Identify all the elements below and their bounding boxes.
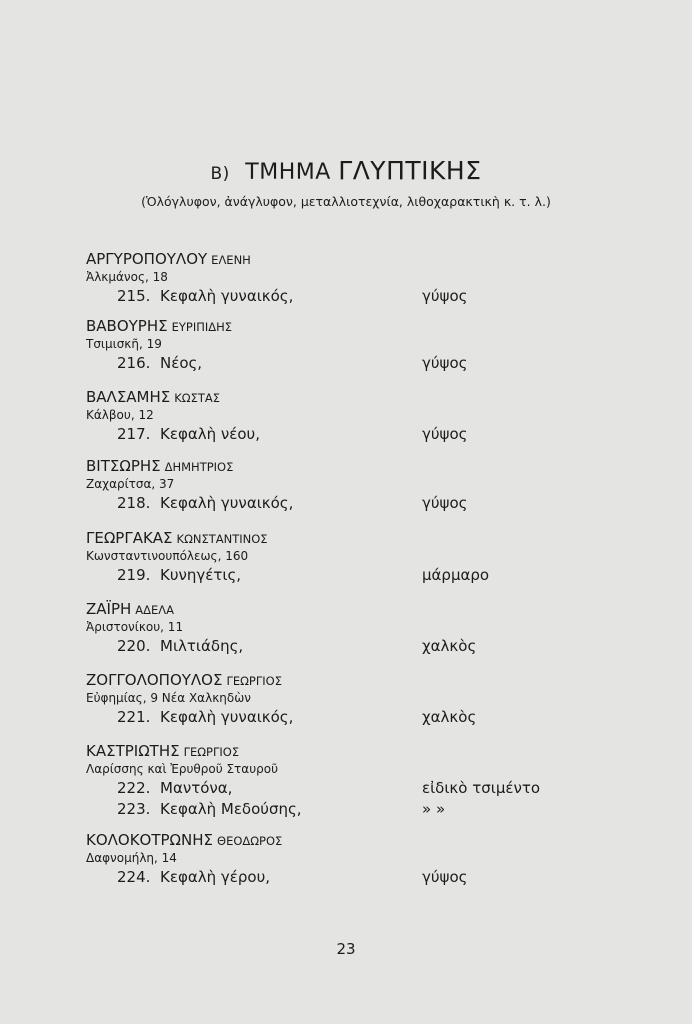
artwork-material: γύψος (422, 354, 468, 372)
artist-address: Λαρίσσης καὶ Ἐρυθροῦ Σταυροῦ (86, 762, 279, 776)
artist-firstname: ΕΥΡΙΠΙΔΗΣ (171, 320, 233, 334)
artwork-number: 217. (117, 425, 151, 443)
artist-entry (86, 831, 606, 888)
artist-surname: ΑΡΓΥΡΟΠΟΥΛΟΥ (86, 250, 208, 268)
artist-address: Ἀριστονίκου, 11 (86, 620, 184, 634)
artwork-title: Κεφαλὴ γυναικός, (160, 708, 294, 726)
artwork-number: 218. (117, 494, 151, 512)
artist-entry (86, 600, 606, 657)
artwork-material: μάρμαρο (422, 566, 490, 584)
artist-firstname: ΚΩΝΣΤΑΝΤΙΝΟΣ (176, 532, 268, 546)
artist-surname: ΚΑΣΤΡΙΩΤΗΣ (86, 742, 180, 760)
section-subtitle: (Ὁλόγλυφον, ἀνάγλυφον, μεταλλιοτεχνία, λιθοχαρακτικὴ κ. τ. λ.) (141, 194, 551, 209)
artist-address: Κωνσταντινουπόλεως, 160 (86, 549, 249, 563)
section-letter: Β) (210, 164, 230, 184)
artist-firstname: ΚΩΣΤΑΣ (174, 391, 221, 405)
section-title-big: ΓΛΥΠΤΙΚΗΣ (338, 156, 482, 185)
artist-name (86, 671, 606, 690)
artist-firstname: ΓΕΩΡΓΙΟΣ (226, 674, 282, 688)
artist-surname: ΒΑΛΣΑΜΗΣ (86, 388, 171, 406)
artwork-number: 224. (117, 868, 151, 886)
artist-address: Τσιμισκῆ, 19 (86, 337, 162, 351)
artist-surname: ΒΑΒΟΥΡΗΣ (86, 317, 168, 335)
artwork-row (86, 707, 606, 728)
artist-name (86, 831, 606, 850)
artwork-row (86, 778, 606, 799)
artist-surname: ΓΕΩΡΓΑΚΑΣ (86, 529, 173, 547)
artist-name (86, 529, 606, 548)
artwork-title: Κεφαλὴ γυναικός, (160, 494, 294, 512)
artist-entry (86, 457, 606, 514)
artist-address: Εὐφημίας, 9 Νέα Χαλκηδὼν (86, 691, 251, 705)
artist-address: Ζαχαρίτσα, 37 (86, 477, 175, 491)
artwork-row (86, 424, 606, 445)
artist-firstname: ΔΗΜΗΤΡΙΟΣ (164, 460, 234, 474)
artwork-material: γύψος (422, 868, 468, 886)
artwork-material: γύψος (422, 494, 468, 512)
artwork-row (86, 493, 606, 514)
artwork-title: Μιλτιάδης, (160, 637, 244, 655)
artist-name (86, 742, 606, 761)
artist-address: Δαφνομήλη, 14 (86, 851, 177, 865)
artist-entry (86, 529, 606, 586)
artwork-number: 223. (117, 800, 151, 818)
artist-entry (86, 388, 606, 445)
artwork-material: » » (422, 800, 446, 818)
artwork-number: 220. (117, 637, 151, 655)
artwork-material: γύψος (422, 287, 468, 305)
artist-entry (86, 317, 606, 374)
artwork-title: Κεφαλὴ νέου, (160, 425, 260, 443)
artist-entry (86, 671, 606, 728)
artist-surname: ΒΙΤΣΩΡΗΣ (86, 457, 161, 475)
artist-surname: ΖΟΓΓΟΛΟΠΟΥΛΟΣ (86, 671, 223, 689)
artist-name (86, 600, 606, 619)
artist-firstname: ΕΛΕΝΗ (211, 253, 251, 267)
artwork-row (86, 636, 606, 657)
artwork-number: 222. (117, 779, 151, 797)
artwork-material: εἰδικὸ τσιμέντο (422, 779, 541, 797)
artist-firstname: ΘΕΟΔΩΡΟΣ (217, 834, 283, 848)
artwork-number: 219. (117, 566, 151, 584)
artist-name (86, 388, 606, 407)
artwork-title: Νέος, (160, 354, 203, 372)
artwork-number: 221. (117, 708, 151, 726)
artwork-title: Μαντόνα, (160, 779, 233, 797)
artwork-title: Κεφαλὴ Μεδούσης, (160, 800, 302, 818)
artwork-title: Κυνηγέτις, (160, 566, 242, 584)
artwork-number: 216. (117, 354, 151, 372)
artist-firstname: ΑΔΕΛΑ (135, 603, 175, 617)
artist-firstname: ΓΕΩΡΓΙΟΣ (183, 745, 240, 759)
artwork-row (86, 353, 606, 374)
artist-name (86, 250, 606, 269)
artist-surname: ΚΟΛΟΚΟΤΡΩΝΗΣ (86, 831, 214, 849)
artwork-row (86, 286, 606, 307)
artist-surname: ΖΑΪΡΗ (86, 600, 132, 618)
artwork-row (86, 565, 606, 586)
section-heading (0, 156, 692, 185)
artwork-material: γύψος (422, 425, 468, 443)
artist-name (86, 317, 606, 336)
artist-entry (86, 250, 606, 307)
artwork-row (86, 867, 606, 888)
artist-address: Ἀλκμάνος, 18 (86, 270, 168, 284)
artwork-title: Κεφαλὴ γυναικός, (160, 287, 294, 305)
artwork-row (86, 799, 606, 820)
artwork-material: χαλκὸς (422, 708, 477, 726)
page-number: 23 (336, 940, 356, 958)
artwork-title: Κεφαλὴ γέρου, (160, 868, 271, 886)
artist-address: Κάλβου, 12 (86, 408, 154, 422)
artwork-material: χαλκὸς (422, 637, 477, 655)
artwork-number: 215. (117, 287, 151, 305)
artist-entry (86, 742, 606, 820)
artist-name (86, 457, 606, 476)
section-title-small: ΤΜΗΜΑ (245, 160, 331, 185)
